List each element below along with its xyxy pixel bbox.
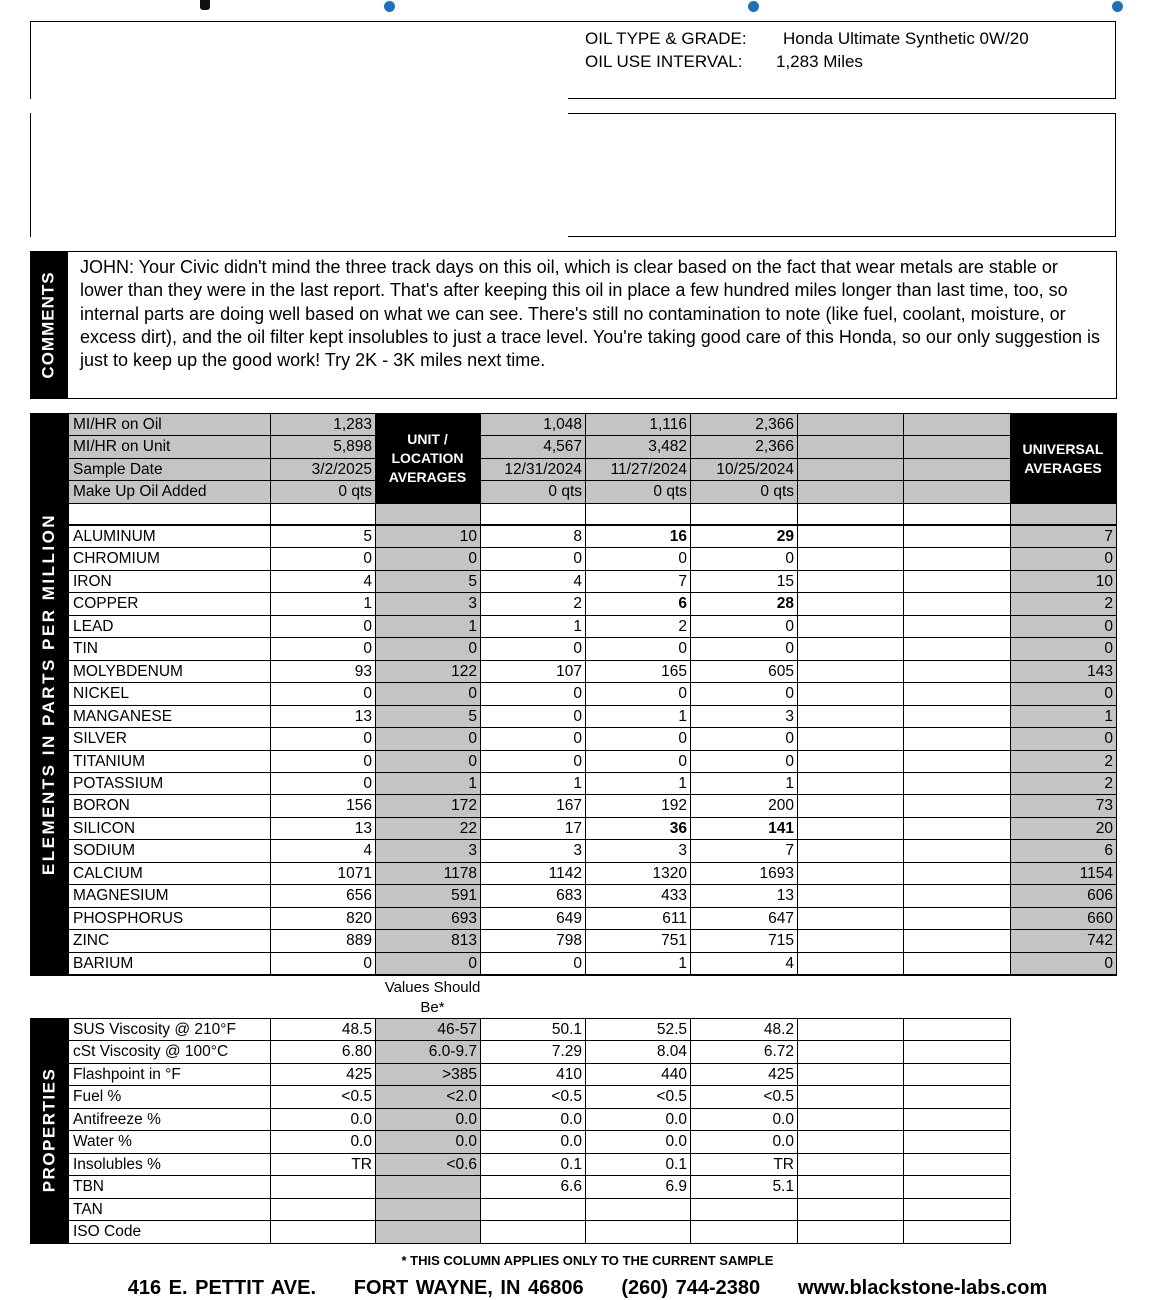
oil-interval-value: 1,283 Miles [776, 52, 863, 71]
element-s4-value: 7 [785, 842, 794, 860]
box2-bottom-line [568, 236, 1116, 237]
element-s3-value: 7 [678, 572, 687, 590]
property-should-value: <2.0 [446, 1088, 477, 1106]
element-name: SILVER [73, 730, 127, 748]
property-should-value: >385 [442, 1065, 477, 1083]
element-avg-value: 22 [459, 819, 477, 837]
property-current-value: 0.0 [350, 1133, 372, 1151]
property-name: TBN [73, 1178, 104, 1196]
element-s3-value: 0 [678, 685, 687, 703]
info-sample-3: 1,116 [649, 416, 687, 433]
property-s2-value [480, 1221, 585, 1243]
element-universal-value: 660 [1087, 909, 1113, 927]
element-s2-value: 0 [573, 954, 582, 972]
property-name: cSt Viscosity @ 100°C [73, 1043, 229, 1061]
blue-dot-icon [384, 1, 395, 12]
property-name: Antifreeze % [73, 1110, 161, 1128]
property-s3-value [585, 1199, 690, 1221]
properties-side-label: PROPERTIES [30, 1018, 68, 1243]
element-universal-value: 2 [1104, 595, 1113, 613]
element-current-value: 0 [363, 617, 372, 635]
element-s3-value: 751 [661, 932, 687, 950]
blue-dot-icon [748, 1, 759, 12]
element-s3-value: 3 [678, 842, 687, 860]
element-s2-value: 0 [573, 685, 582, 703]
element-avg-value: 3 [468, 595, 477, 613]
comments-text: JOHN: Your Civic didn't mind the three track days on this oil, which is clear based on the fact that wear metals are stable or lower than they were in the last report. That's after keeping this oil in place a few hundred miles longer than last time, too, so internal parts are doing well based on what we can see. There's still no contamination to note (like fuel, coolant, moisture, or excess dirt), and the oil filter kept insolubles to just a trace level. You're taking good care of this Honda, so our only suggestion is just to keep up the good work! Try 2K - 3K miles next time. [80, 257, 1101, 371]
element-s4-value: 0 [785, 640, 794, 658]
element-avg-value: 1 [468, 617, 477, 635]
element-s4-value: 141 [768, 819, 794, 837]
element-s3-value: 6 [678, 595, 687, 613]
element-name: MANGANESE [73, 707, 173, 725]
property-s3-value: 440 [661, 1065, 687, 1083]
info-label: Make Up Oil Added [73, 483, 207, 501]
property-should-value [375, 1176, 480, 1198]
property-should-value: 0.0 [455, 1133, 477, 1151]
element-s4-value: 3 [785, 707, 794, 725]
col-line [903, 1018, 904, 1244]
element-current-value: 4 [363, 842, 372, 860]
element-name: LEAD [73, 617, 114, 635]
element-avg-value: 0 [468, 954, 477, 972]
element-name: COPPER [73, 595, 139, 613]
element-universal-value: 1 [1104, 707, 1113, 725]
property-current-value: 0.0 [350, 1110, 372, 1128]
property-s3-value: 52.5 [656, 1021, 687, 1038]
element-current-value: 13 [354, 819, 372, 837]
col-line [1116, 413, 1117, 976]
property-s3-value [585, 1221, 690, 1243]
element-s3-value: 0 [678, 752, 687, 770]
element-avg-value: 0 [468, 730, 477, 748]
property-should-value: 46-57 [437, 1021, 477, 1038]
info-sample-3: 11/27/2024 [610, 460, 687, 478]
property-name: SUS Viscosity @ 210°F [73, 1021, 236, 1038]
header-right-line [1115, 21, 1116, 99]
universal-averages-header: UNIVERSAL AVERAGES [1010, 414, 1116, 504]
element-name: ALUMINUM [73, 528, 156, 545]
element-universal-value: 742 [1087, 932, 1113, 950]
info-current: 0 qts [338, 483, 372, 501]
element-s4-value: 0 [785, 617, 794, 635]
property-current-value: 48.5 [341, 1021, 372, 1038]
element-s4-value: 15 [776, 572, 794, 590]
footer-city: FORT WAYNE, IN 46806 [353, 1277, 584, 1299]
property-name: ISO Code [73, 1223, 142, 1241]
element-current-value: 889 [346, 932, 372, 950]
element-s4-value: 605 [768, 662, 794, 680]
element-s4-value: 13 [776, 887, 794, 905]
element-s2-value: 107 [556, 662, 582, 680]
info-sample-2: 0 qts [548, 483, 582, 501]
element-s4-value: 28 [776, 595, 794, 613]
property-s3-value: 8.04 [656, 1043, 687, 1061]
property-current-value [270, 1176, 375, 1198]
property-s2-value: 410 [556, 1065, 582, 1083]
element-s2-value: 0 [573, 707, 582, 725]
element-s4-value: 0 [785, 550, 794, 568]
element-s2-value: 683 [556, 887, 582, 905]
element-s2-value: 8 [573, 528, 582, 545]
property-current-value: TR [351, 1155, 372, 1173]
element-s3-value: 1 [678, 707, 687, 725]
element-avg-value: 591 [451, 887, 477, 905]
element-avg-value: 172 [451, 797, 477, 815]
element-universal-value: 606 [1087, 887, 1113, 905]
info-current: 3/2/2025 [311, 460, 372, 478]
element-universal-value: 0 [1104, 954, 1113, 972]
element-s2-value: 167 [556, 797, 582, 815]
element-s4-value: 647 [768, 909, 794, 927]
element-name: MAGNESIUM [73, 887, 169, 905]
element-universal-value: 2 [1104, 752, 1113, 770]
box2-left-line [30, 113, 31, 237]
element-s4-value: 1 [785, 774, 794, 792]
property-current-value: 425 [346, 1065, 372, 1083]
element-s3-value: 165 [661, 662, 687, 680]
element-universal-value: 2 [1104, 774, 1113, 792]
col-line [797, 1018, 798, 1244]
info-sample-3: 0 qts [653, 483, 687, 501]
property-should-value [375, 1221, 480, 1243]
info-sample-4: 2,366 [755, 416, 794, 433]
oil-type-label: OIL TYPE & GRADE: [585, 29, 747, 48]
element-universal-value: 0 [1104, 685, 1113, 703]
element-current-value: 0 [363, 774, 372, 792]
info-current: 5,898 [333, 438, 372, 456]
property-should-value [375, 1199, 480, 1221]
element-s4-value: 0 [785, 685, 794, 703]
element-s2-value: 649 [556, 909, 582, 927]
property-s4-value: <0.5 [763, 1088, 794, 1106]
box2-right-line [1115, 113, 1116, 237]
box2-top-line [568, 113, 1116, 114]
info-sample-3: 3,482 [648, 438, 687, 456]
property-s3-value: 0.0 [665, 1110, 687, 1128]
element-current-value: 1 [363, 595, 372, 613]
footer-phone: (260) 744-2380 [621, 1277, 761, 1299]
element-name: ZINC [73, 932, 110, 950]
blue-dot-icon [1112, 1, 1123, 12]
property-s4-value: TR [773, 1155, 794, 1173]
property-name: Insolubles % [73, 1155, 161, 1173]
element-avg-value: 0 [468, 640, 477, 658]
element-universal-value: 10 [1095, 572, 1113, 590]
element-name: IRON [73, 572, 112, 590]
property-s4-value: 48.2 [763, 1021, 794, 1038]
element-avg-value: 5 [468, 707, 477, 725]
element-universal-value: 0 [1104, 730, 1113, 748]
element-s4-value: 1693 [759, 864, 794, 882]
values-should-be-note: Values Should Be* [384, 979, 481, 1016]
element-current-value: 156 [346, 797, 372, 815]
element-s3-value: 0 [678, 640, 687, 658]
element-s3-value: 433 [661, 887, 687, 905]
element-current-value: 0 [363, 550, 372, 568]
property-s2-value: 6.6 [560, 1178, 582, 1196]
property-name: TAN [73, 1200, 103, 1218]
element-avg-value: 10 [459, 528, 477, 545]
footnote: * THIS COLUMN APPLIES ONLY TO THE CURRENT SAMPLE [401, 1253, 774, 1268]
property-name: Flashpoint in °F [73, 1065, 181, 1083]
property-s2-value: 50.1 [551, 1021, 582, 1038]
element-universal-value: 6 [1104, 842, 1113, 860]
oil-interval-label: OIL USE INTERVAL: [585, 52, 743, 71]
header-left-line [30, 21, 31, 99]
element-avg-value: 1 [468, 774, 477, 792]
element-s4-value: 715 [768, 932, 794, 950]
element-s2-value: 0 [573, 752, 582, 770]
property-s2-value: <0.5 [551, 1088, 582, 1106]
col-line [68, 1018, 69, 1244]
element-name: POTASSIUM [73, 774, 164, 792]
property-s2-value: 0.1 [560, 1155, 582, 1173]
info-sample-4: 2,366 [755, 438, 794, 456]
element-name: PHOSPHORUS [73, 909, 184, 927]
element-current-value: 93 [354, 662, 372, 680]
element-s2-value: 1142 [548, 864, 582, 882]
property-s2-value: 7.29 [551, 1043, 582, 1061]
property-s2-value: 0.0 [560, 1110, 582, 1128]
element-universal-value: 143 [1087, 662, 1113, 680]
element-current-value: 0 [363, 685, 372, 703]
element-s4-value: 4 [785, 954, 794, 972]
element-current-value: 0 [363, 752, 372, 770]
element-current-value: 820 [346, 909, 372, 927]
property-name: Water % [73, 1133, 132, 1151]
element-avg-value: 0 [468, 752, 477, 770]
element-s2-value: 0 [573, 730, 582, 748]
element-current-value: 4 [363, 572, 372, 590]
element-s2-value: 1 [573, 617, 582, 635]
element-s3-value: 0 [678, 550, 687, 568]
header-bottom-line [568, 98, 1116, 99]
element-avg-value: 0 [468, 550, 477, 568]
element-s3-value: 1 [678, 954, 687, 972]
element-s4-value: 0 [785, 730, 794, 748]
comments-side-label: COMMENTS [30, 251, 68, 398]
element-universal-value: 7 [1104, 528, 1113, 545]
element-s3-value: 611 [662, 909, 687, 927]
property-s4-value: 0.0 [772, 1110, 794, 1128]
element-name: SODIUM [73, 842, 135, 860]
info-label: MI/HR on Oil [73, 416, 162, 433]
property-s3-value: <0.5 [656, 1088, 687, 1106]
element-s3-value: 36 [669, 819, 687, 837]
element-s4-value: 0 [785, 752, 794, 770]
element-current-value: 0 [363, 730, 372, 748]
col-line [797, 413, 798, 976]
property-current-value: 6.80 [341, 1043, 372, 1061]
property-s2-value: 0.0 [560, 1133, 582, 1151]
element-name: CALCIUM [73, 864, 143, 882]
property-should-value: <0.6 [446, 1155, 477, 1173]
property-s4-value [690, 1199, 797, 1221]
element-universal-value: 20 [1095, 819, 1113, 837]
element-name: BORON [73, 797, 130, 815]
header-top-line [30, 21, 1115, 22]
top-marker-icon [200, 0, 210, 10]
property-s3-value: 6.9 [665, 1178, 687, 1196]
property-s4-value: 425 [768, 1065, 794, 1083]
footer-address: 416 E. PETTIT AVE. [127, 1277, 316, 1299]
info-current: 1,283 [333, 416, 372, 433]
element-name: MOLYBDENUM [73, 662, 183, 680]
property-s4-value: 6.72 [763, 1043, 794, 1061]
element-universal-value: 0 [1104, 617, 1113, 635]
element-name: SILICON [73, 819, 136, 837]
element-universal-value: 73 [1095, 797, 1113, 815]
elements-table-bottom [30, 975, 1116, 976]
element-current-value: 13 [354, 707, 372, 725]
oil-type-value: Honda Ultimate Synthetic 0W/20 [783, 29, 1029, 48]
element-s3-value: 192 [661, 797, 687, 815]
property-should-value: 0.0 [455, 1110, 477, 1128]
element-current-value: 5 [363, 528, 372, 545]
col-line [903, 413, 904, 976]
unit-location-averages-header: UNIT / LOCATION AVERAGES [375, 414, 480, 504]
element-s2-value: 4 [573, 572, 582, 590]
element-s3-value: 16 [669, 528, 687, 545]
property-s2-value [480, 1199, 585, 1221]
property-current-value: <0.5 [341, 1088, 372, 1106]
property-current-value [270, 1221, 375, 1243]
element-avg-value: 1178 [443, 864, 477, 882]
property-s3-value: 0.0 [665, 1133, 687, 1151]
element-avg-value: 813 [451, 932, 477, 950]
element-avg-value: 693 [451, 909, 477, 927]
element-s3-value: 1 [678, 774, 687, 792]
footer-website[interactable]: www.blackstone-labs.com [797, 1277, 1048, 1299]
info-label: Sample Date [73, 460, 163, 478]
property-s4-value [690, 1221, 797, 1243]
element-avg-value: 122 [451, 662, 477, 680]
element-s4-value: 29 [776, 528, 794, 545]
element-name: NICKEL [73, 685, 129, 703]
element-s2-value: 1 [573, 774, 582, 792]
info-sample-2: 12/31/2024 [504, 460, 582, 478]
property-current-value [270, 1199, 375, 1221]
footer-contact [0, 1277, 1175, 1300]
info-sample-2: 4,567 [543, 438, 582, 456]
element-name: TIN [73, 640, 98, 658]
property-s3-value: 0.1 [665, 1155, 687, 1173]
element-name: BARIUM [73, 954, 134, 972]
element-s3-value: 1320 [652, 864, 687, 882]
col-line [68, 413, 69, 976]
element-s2-value: 0 [573, 640, 582, 658]
element-s3-value: 0 [678, 730, 687, 748]
element-current-value: 0 [363, 954, 372, 972]
element-universal-value: 0 [1104, 640, 1113, 658]
element-s2-value: 0 [573, 550, 582, 568]
element-name: CHROMIUM [73, 550, 160, 568]
info-sample-2: 1,048 [543, 416, 582, 433]
element-avg-value: 3 [468, 842, 477, 860]
element-universal-value: 0 [1104, 550, 1113, 568]
info-label: MI/HR on Unit [73, 438, 171, 456]
element-current-value: 1071 [337, 864, 372, 882]
property-should-value: 6.0-9.7 [428, 1043, 477, 1061]
elements-side-label: ELEMENTS IN PARTS PER MILLION [30, 413, 68, 975]
col-line [1010, 1018, 1011, 1244]
element-avg-value: 0 [468, 685, 477, 703]
element-s2-value: 17 [564, 819, 582, 837]
property-s4-value: 5.1 [772, 1178, 794, 1196]
element-s3-value: 2 [678, 617, 687, 635]
info-sample-4: 10/25/2024 [716, 460, 794, 478]
element-avg-value: 5 [468, 572, 477, 590]
element-current-value: 0 [363, 640, 372, 658]
element-s2-value: 798 [556, 932, 582, 950]
element-universal-value: 1154 [1079, 864, 1113, 882]
property-name: Fuel % [73, 1088, 122, 1106]
element-s2-value: 2 [573, 595, 582, 613]
element-current-value: 656 [346, 887, 372, 905]
property-s4-value: 0.0 [772, 1133, 794, 1151]
element-s2-value: 3 [573, 842, 582, 860]
element-s4-value: 200 [768, 797, 794, 815]
info-sample-4: 0 qts [760, 483, 794, 501]
element-name: TITANIUM [73, 752, 146, 770]
